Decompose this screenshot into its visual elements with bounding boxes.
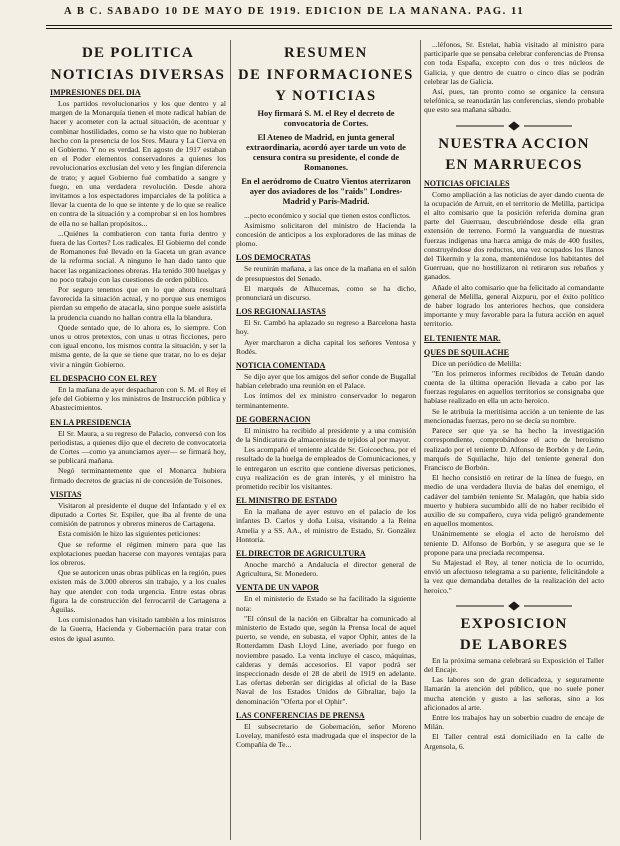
headline-line: DE INFORMACIONES	[238, 66, 414, 83]
paragraph: Quede sentado que, de lo ahora es, lo siempre. Con unos u otros pretextos, con unas u otras ficciones, pero con igual encono, los mismos contra la situación, y ser la misma gente, de la que se tiene que tratar, no lo es dejar vivir a ningún Gobierno.	[50, 322, 226, 369]
paragraph: Se dijo ayer que los amigos del señor conde de Bugallal habían celebrado una reunión en el Palace.	[236, 371, 416, 391]
paragraph: "El cónsul de la nación en Gibraltar ha comunicado al ministerio de Estado que, según la Prensa local de aquel puerto, se vende, en subasta, el vapor Ophir, antes de la Rotterdamm Dash Lloyd Line, averiado por fuego en noviembre pasado. La venta incluye el casco, máquinas, calderas y demás accesorios. El vapor podrá ser inspeccionado desde el 28 de abril de 1919 en adelante. Las ofertas deberán ser dirigidas al oficial de la Base Naval de los Estados Unidos de Gibraltar, bajo la denominación "Oferta por el Ophir".	[236, 613, 416, 706]
section-title: VENTA DE UN VAPOR	[236, 583, 319, 593]
paragraph: Los íntimos del ex ministro conservador lo negaron terminantemente.	[236, 391, 416, 410]
paragraph: Se le atribuía la meritísima acción a un teniente de las mencionadas fuerzas, pero no se decía su nombre.	[424, 406, 604, 425]
section-title: EL MINISTRO DE ESTADO	[236, 496, 337, 506]
paragraph: El subsecretario de Gobernación, señor Moreno Lovelay, manifestó esta madrugada que el inspector de la Compañía de Te...	[236, 721, 416, 750]
lead-summary: En el aeródromo de Cuatro Vientos aterrizaron ayer dos aviadores de los "raids" Londres-Madrid y París-Madrid.	[241, 176, 411, 206]
section-title: LAS CONFERENCIAS DE PRENSA	[236, 710, 365, 720]
masthead: A B C. SABADO 10 DE MAYO DE 1919. EDICION DE LA MAÑANA. PAG. 11	[64, 6, 525, 17]
paragraph: ...léfonos, Sr. Estelat, había visitado al ministro para participarle que se pensaba celebrar conferencias de Prensa con toda España, excepto con dos o tres núcleos de Galicia, y que dentro de cuatro o cinco días se podrán celebrar las de Galicia.	[424, 40, 604, 86]
paragraph: Les acompañó el teniente alcalde Sr. Goicoechea, por el resultado de la huelga de empleados de Comunicaciones, y le entregaron un escrito que contiene diversas peticiones, cuya realización es de gran interés, y el ministro ha prometido recibir los visitantes.	[236, 445, 416, 491]
paragraph: ...pecto económico y social que tienen estos conflictos.	[244, 210, 411, 220]
section-title: LOS REGIONALIASTAS	[236, 307, 326, 317]
paragraph: El marqués de Alhucemas, como se ha dicho, pronunciará un discurso.	[236, 283, 416, 302]
headline-line: DE LABORES	[459, 637, 569, 654]
section-title: EN LA PRESIDENCIA	[50, 417, 131, 427]
paragraph: Entre los trabajos hay un soberbio cuadro de encaje de Milán.	[424, 712, 604, 732]
column-politica	[50, 40, 226, 842]
masthead-rule	[46, 25, 612, 26]
section-title: EL DESPACHO CON EL REY	[50, 373, 157, 383]
headline-line: Y NOTICIAS	[275, 88, 377, 104]
paragraph: Esta comisión le hizo las siguientes peticiones:	[58, 529, 201, 539]
lead-summary: Hoy firmará S. M. el Rey el decreto de convocatoria de Cortes.	[257, 108, 395, 128]
headline-line: RESUMEN	[284, 45, 368, 61]
headline-line: EN MARRUECOS	[445, 157, 583, 174]
paragraph: Ayer marcharon a dicha capital los señores Ventosa y Rodés.	[236, 337, 416, 356]
paragraph: El Taller central está domiciliado en la calle de Argensola, 6.	[424, 732, 604, 751]
section-title: QUES DE SQUILACHE	[424, 347, 509, 357]
paragraph: Que se autoricen unas obras públicas en la región, pues existen más de 3.000 obreros sin trabajo, y a los cuales hay que atender con toda urgencia. Entre estas obras figura la de construcción del ferrocarril de Cartagena a Águilas.	[50, 568, 226, 614]
paragraph: Los partidos revolucionarios y los que dentro y al margen de la Monarquía tienen el mote radical habían de hacer y acometer con la actual situación, de acentuar y combinar hostilidades, como se ha visto que no hubieran hecho con la presencia de los Sres. Maura y La Cierva en el Gobierno. Y no es verdad. En agosto de 1917 estaban en el Poder elementos conservadores a quienes los revolucionarios exclusían del veto y les fingían diferencia de trato; y aquel Gobierno fué combatido a sangre y fuego, en una verdadera revolución. Desde ahora invitamos a los espectadores imparciales de la política a llevar la cuenta de lo que se intente y de lo que se realice en contra de la situación y a comprobar si en los hombres de ella no se hallan propósitos...	[50, 99, 226, 228]
paragraph: Los comisionados han visitado también a los ministros de la Guerra, Hacienda y Gobernación para tratar con estos de igual asunto.	[50, 615, 226, 643]
paragraph: Su Majestad el Rey, al tener noticia de lo ocurrido, envió un afectuoso telegrama a su pariente, felicitándole a la vez que demandaba detalles de la realización del acto heroico."	[424, 557, 604, 595]
paragraph: Unánimemente se elogia el acto de heroísmo del teniente D. Alfonso de Borbón, y se asegura que se le propone para una preciada recompensa.	[424, 529, 604, 557]
headline-line: NUESTRA ACCION	[438, 135, 590, 152]
lead-summary: El Ateneo de Madrid, en junta general extraordinaria, acordó ayer tarde un voto de censura contra su presidente, el conde de Romanones.	[246, 132, 406, 172]
paragraph: Las labores son de gran delicadeza, y seguramente llamarán la atención del público, que no suele poner mucha atención y gusto a las señoras, sino a los aficionados al arte.	[424, 675, 604, 712]
masthead-rule-lower	[46, 28, 612, 29]
headline-line: EXPOSICION	[460, 615, 568, 632]
section-title: DE GOBERNACION	[236, 414, 311, 424]
paragraph: El Sr. Cambó ha aplazado su regreso a Barcelona hasta hoy.	[236, 318, 416, 337]
section-title: NOTICIAS OFICIALES	[424, 178, 510, 188]
section-title: LOS DEMOCRATAS	[236, 253, 311, 263]
headline-line: NOTICIAS DIVERSAS	[50, 66, 226, 83]
paragraph: Que se reforme el régimen minero para que las explotaciones puedan hacerse con mayores ventajas para los obreros.	[50, 539, 226, 567]
paragraph: El Sr. Maura, a su regreso de Palacio, conversó con los periodistas, a quienes dijo que el decreto de convocatoria de Cortes —como ya anunciamos ayer— se firmará hoy, se publicará mañana.	[50, 428, 226, 466]
paragraph: Negó terminantemente que el Monarca hubiera firmado decretos de gracias ni de concesión de Toisones.	[50, 466, 226, 485]
paragraph: Parece ser que ya se ha hecho la investigación correspondiente, comprobándose el acto de heroísmo realizado por el teniente D. Alfonso de Borbón y de León, marqués de Squilache, hijo del teniente general don Francisco de Borbón.	[424, 426, 604, 472]
column-separator	[230, 40, 231, 840]
ornament-divider	[454, 601, 574, 611]
section-title: NOTICIA COMENTADA	[236, 360, 326, 370]
paragraph: Anoche marchó a Andalucía el director general de Agricultura, Sr. Monedero.	[236, 559, 416, 579]
paragraph: Como ampliación a las noticias de ayer dando cuenta de la ocupación de Arruit, en el territorio de Melilla, participa el alto comisario que la posición referida domina gran parte del Guerruau, descubriéndose desde ella gran extensión de terreno. Formó la vanguardia de nuestras fuerzas indígenas una harca amiga de más de 400 fusiles, construyéndose dos reductos, una vez ocupados los llanos del Tikermín y la zona, manteniéndose los habitantes del Guerruau, que no hostilizaron ni retiraron sus rebaños y ganados.	[424, 189, 604, 282]
paragraph: En la mañana de ayer estuvo en el palacio de los infantes D. Carlos y doña Luisa, visitando a la Reina Amelia y a SS. AA., el ministro de Estado, Sr. González Hontoria.	[236, 507, 416, 544]
section-title: VISITAS	[50, 489, 82, 499]
paragraph: Asimismo solicitaron del ministro de Hacienda la concesión de anticipos a los exploradores de las minas de plomo.	[236, 220, 416, 249]
paragraph: En la mañana de ayer despacharon con S. M. el Rey el jefe del Gobierno y los ministros de Instrucción pública y Abastecimientos.	[50, 384, 226, 413]
paragraph: Añade el alto comisario que ha felicitado al comandante general de Melilla, general Aizpuru, por el éxito político de haber logrado los anteriores hechos, que considera importante y muy favorable para la futura acción en aquel territorio.	[424, 282, 604, 329]
paragraph: Visitaron al presidente el duque del Infantado y el ex diputado a Cortes Sr. Espiler, que iba al frente de una comisión de patronos y obreros mineros de Cartagena.	[50, 500, 226, 529]
paragraph: Así, pues, tan pronto como se organice la censura telefónica, se reanudarán las conferencias, siendo probable que esto sea mañana sábado.	[424, 87, 604, 115]
column-resumen	[236, 40, 416, 842]
paragraph: El ministro ha recibido al presidente y a una comisión de la Sindicatura de almacenistas de tejidos al por mayor.	[236, 425, 416, 444]
paragraph: Se reunirán mañana, a las once de la mañana en el salón de presupuestos del Senado.	[236, 264, 416, 283]
paragraph: ...Quiénes la combatieron con tanta furia dentro y fuera de las Cortes? Los radicales. El Gobierno del conde de Romanones fué llevado en la Gaceta un gran avance de la reforma social. A ninguno le han dado tanto que hacer las organizaciones obreras. Ha tenido 300 huelgas y no poco trabajo con las cuestiones de orden público.	[50, 228, 226, 284]
paragraph: Dice un periódico de Melilla:	[432, 358, 522, 368]
paragraph: En el ministerio de Estado se ha facilitado la siguiente nota:	[236, 594, 416, 613]
ornament-divider	[454, 121, 574, 131]
column-marruecos	[424, 40, 604, 842]
paragraph: Por seguro tenemos que en lo que ahora resultará favorecida la situación actual, y no porque sus enemigos pierdan su empeño de atacarla, sino porque suele asistirla la prudencia cuando no hallan contra ella la blandura.	[50, 285, 226, 322]
column-separator	[420, 40, 421, 840]
paragraph: En la próxima semana celebrará su Exposición el Taller del Encaje.	[424, 655, 604, 674]
paragraph: "En los primeros informes recibidos de Tetuán dando cuenta de la última operación llevada a cabo por las fuerzas regulares en aquellos territorios se consignaba que habíase realizado en ella un acto heroico.	[424, 368, 604, 406]
section-title: EL TENIENTE MAR.	[424, 333, 501, 343]
paragraph: El hecho consistió en retirar de la línea de fuego, en medio de una verdadera lluvia de balas del enemigo, el cadáver del también teniente Sr. Malagón, que había sido muerto y hubiera sucumbido allí de no haber recibido el auxilio de su compañero, cuya vida peligró grandemente en aquellos momentos.	[424, 473, 604, 529]
headline-line: DE POLITICA	[82, 45, 194, 61]
section-title: IMPRESIONES DEL DIA	[50, 88, 141, 97]
section-title: EL DIRECTOR DE AGRICULTURA	[236, 548, 366, 558]
